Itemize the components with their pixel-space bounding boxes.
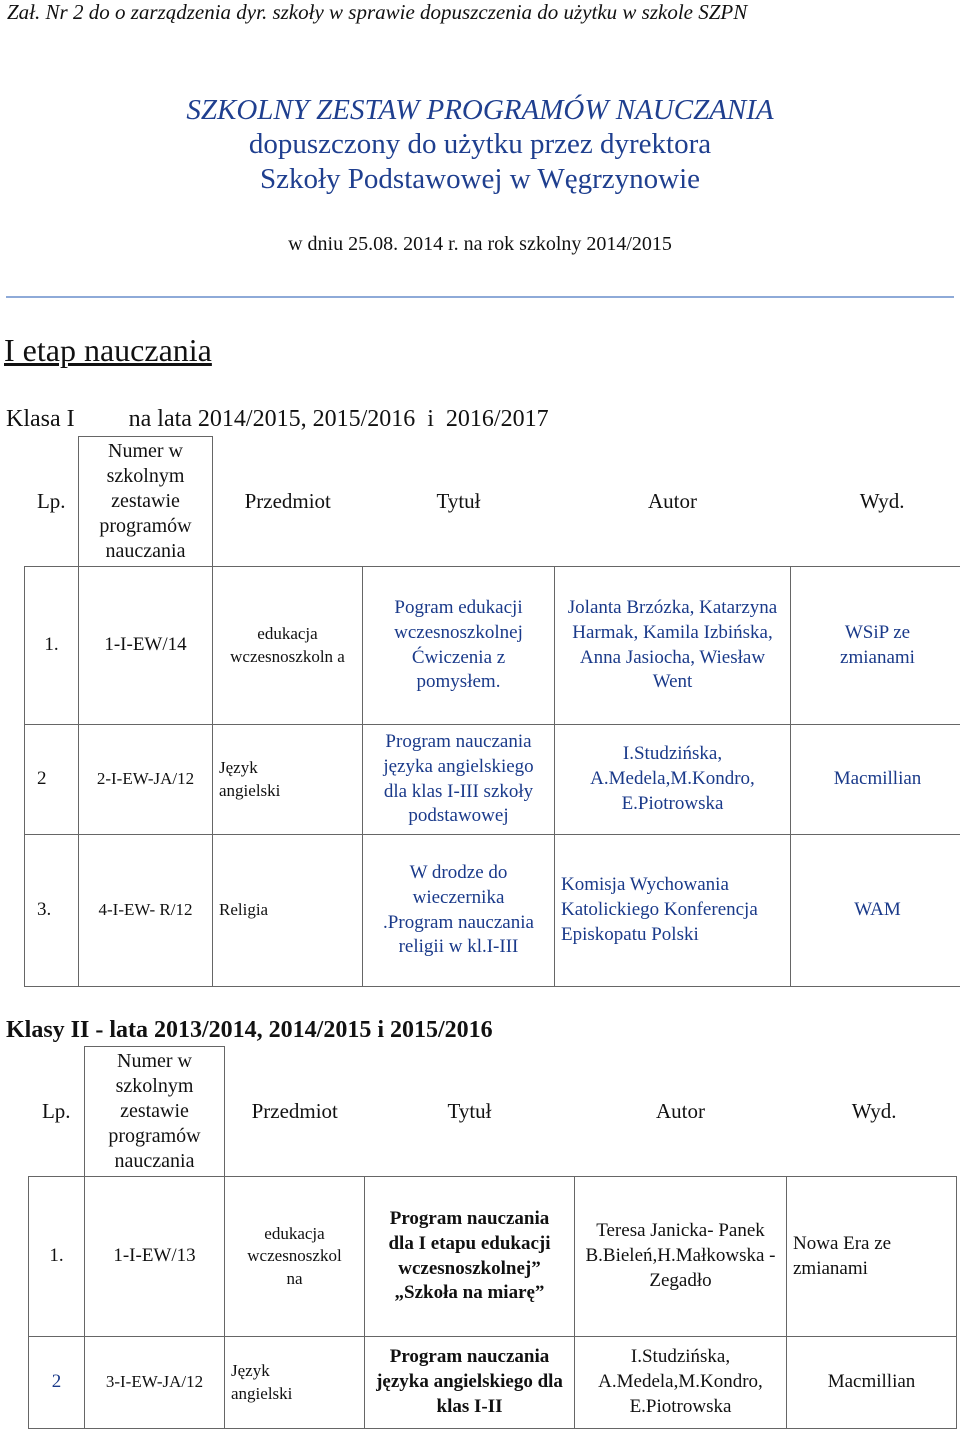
cell-autor: I.Studzińska, A.Medela,M.Kondro, E.Piotrowska xyxy=(555,725,791,835)
section2-table xyxy=(28,1046,957,1429)
cell-lp: 2 xyxy=(29,1337,85,1429)
cell-przedmiot: edukacja wczesnoszkol na xyxy=(225,1177,365,1337)
col-numer: Numer w szkolnym zestawie programów nauczania xyxy=(79,437,213,567)
cell-tytul: Pogram edukacji wczesnoszkolnej Ćwiczenia z pomysłem. xyxy=(363,567,555,725)
cell-tytul: Program nauczania języka angielskiego dla klas I-III szkoły podstawowej xyxy=(363,725,555,835)
col-wyd: Wyd. xyxy=(787,1047,957,1177)
cell-lp: 2 xyxy=(25,725,79,835)
cell-przedmiot: Język angielski xyxy=(225,1337,365,1429)
cell-numer: 4-I-EW- R/12 xyxy=(79,835,213,987)
section1-heading: Klasa I na lata 2014/2015, 2015/2016 i 2016/2017 xyxy=(6,406,549,433)
cell-przedmiot: Religia xyxy=(213,835,363,987)
cell-autor: Jolanta Brzózka, Katarzyna Harmak, Kamila Izbińska, Anna Jasiocha, Wiesław Went xyxy=(555,567,791,725)
cell-wyd: Macmillian xyxy=(791,725,960,835)
cell-autor: I.Studzińska, A.Medela,M.Kondro, E.Piotrowska xyxy=(575,1337,787,1429)
col-numer: Numer w szkolnym zestawie programów nauczania xyxy=(85,1047,225,1177)
cell-przedmiot: edukacja wczesnoszkoln a xyxy=(213,567,363,725)
cell-numer: 2-I-EW-JA/12 xyxy=(79,725,213,835)
title-line-3: Szkoły Podstawowej w Węgrzynowie xyxy=(0,163,960,196)
table-row xyxy=(25,567,960,725)
table-row xyxy=(25,835,960,987)
section2-heading: Klasy II - lata 2013/2014, 2014/2015 i 2015/2016 xyxy=(6,1017,493,1044)
cell-wyd: WSiP ze zmianami xyxy=(791,567,960,725)
section2-header-row xyxy=(29,1047,957,1177)
cell-lp: 1. xyxy=(29,1177,85,1337)
col-tytul: Tytuł xyxy=(363,437,555,567)
cell-tytul: W drodze do wieczernika .Program nauczania religii w kl.I-III xyxy=(363,835,555,987)
col-autor: Autor xyxy=(575,1047,787,1177)
cell-numer: 1-I-EW/14 xyxy=(79,567,213,725)
cell-przedmiot: Język angielski xyxy=(213,725,363,835)
cell-lp: 1. xyxy=(25,567,79,725)
table-row xyxy=(29,1177,957,1337)
title-date: w dniu 25.08. 2014 r. na rok szkolny 2014/2015 xyxy=(0,233,960,256)
cell-numer: 1-I-EW/13 xyxy=(85,1177,225,1337)
title-line-2: dopuszczony do użytku przez dyrektora xyxy=(0,128,960,161)
etap-heading: I etap nauczania xyxy=(4,332,212,369)
table-row xyxy=(29,1337,957,1429)
col-tytul: Tytuł xyxy=(365,1047,575,1177)
col-autor: Autor xyxy=(555,437,791,567)
cell-numer: 3-I-EW-JA/12 xyxy=(85,1337,225,1429)
cell-wyd: Macmillian xyxy=(787,1337,957,1429)
col-lp: Lp. xyxy=(29,1047,85,1177)
document-header: Zał. Nr 2 do o zarządzenia dyr. szkoły w sprawie dopuszczenia do użytku w szkole SZPN xyxy=(7,0,747,25)
cell-lp: 3. xyxy=(25,835,79,987)
cell-autor: Teresa Janicka- Panek B.Bieleń,H.Małkowska -Zegadło xyxy=(575,1177,787,1337)
section1-table xyxy=(24,436,960,987)
cell-wyd: Nowa Era ze zmianami xyxy=(787,1177,957,1337)
horizontal-rule xyxy=(6,296,954,298)
cell-tytul: Program nauczania języka angielskiego dla klas I-II xyxy=(365,1337,575,1429)
col-lp: Lp. xyxy=(25,437,79,567)
cell-wyd: WAM xyxy=(791,835,960,987)
col-wyd: Wyd. xyxy=(791,437,960,567)
title-line-1: SZKOLNY ZESTAW PROGRAMÓW NAUCZANIA xyxy=(0,94,960,127)
col-przedmiot: Przedmiot xyxy=(225,1047,365,1177)
table-row xyxy=(25,725,960,835)
section1-header-row xyxy=(25,437,960,567)
cell-autor: Komisja Wychowania Katolickiego Konferencja Episkopatu Polski xyxy=(555,835,791,987)
col-przedmiot: Przedmiot xyxy=(213,437,363,567)
cell-tytul: Program nauczania dla I etapu edukacji wczesnoszkolnej” „Szkoła na miarę” xyxy=(365,1177,575,1337)
